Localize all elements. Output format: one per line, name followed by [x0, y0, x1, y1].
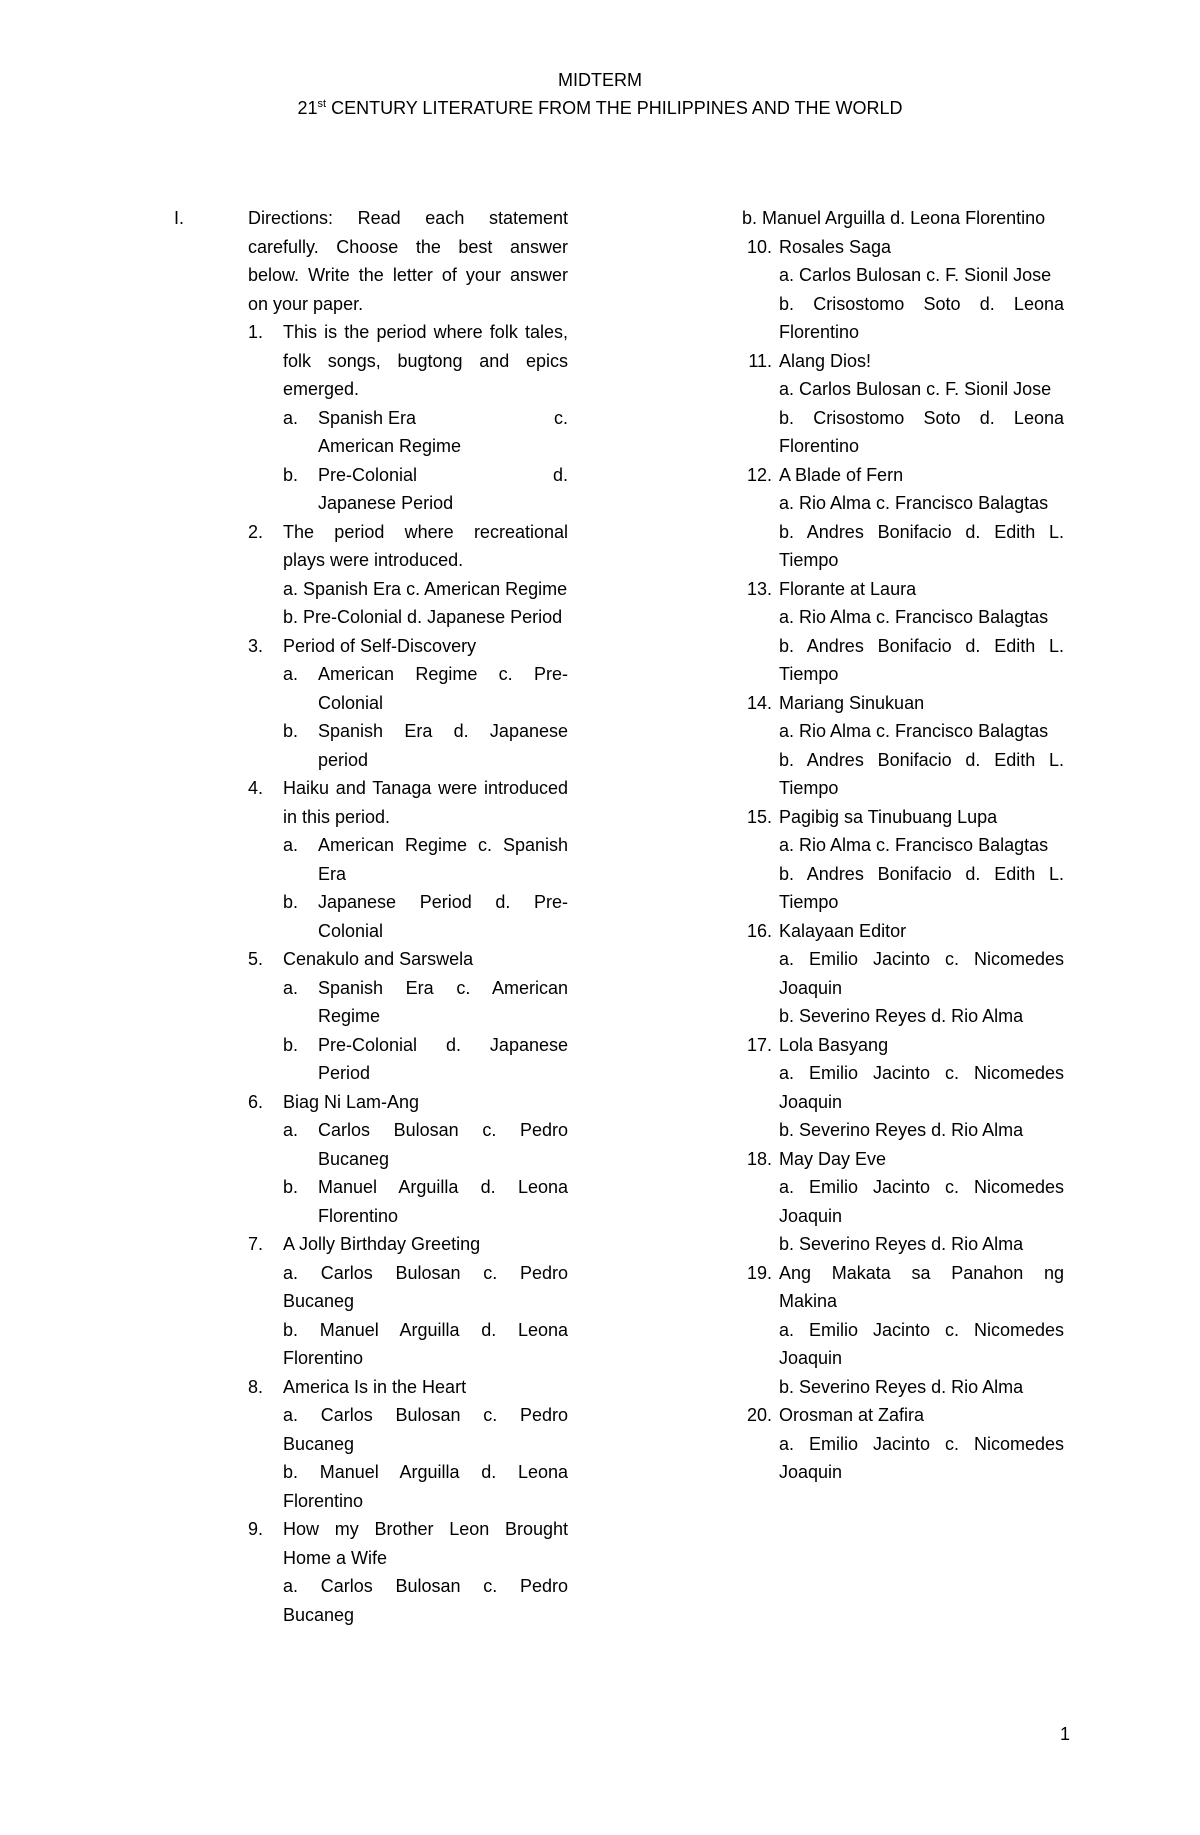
exam-title: MIDTERM — [558, 70, 642, 90]
option-line: b. Pre-Colonial d. Japanese Period — [283, 464, 568, 513]
option-line: a. Carlos Bulosan c. Pedro Bucaneg — [283, 1405, 568, 1454]
question-3: 3. Period of Self-Discovery a. American Regime c. Pre-Colonial b. Spanish Era d. Japanese period — [248, 632, 568, 775]
question-8: 8. America Is in the Heart a. Carlos Bulosan c. Pedro Bucaneg b. Manuel Arguilla d. Leona Florentino — [248, 1373, 568, 1516]
question-16: 16. Kalayaan Editor a. Emilio Jacinto c. Nicomedes Joaquin b. Severino Reyes d. Rio Alma — [742, 917, 1064, 1031]
option-line: a. Emilio Jacinto c. Nicomedes Joaquin — [779, 1063, 1064, 1112]
option-line: b. Manuel Arguilla d. Leona Florentino — [283, 1177, 568, 1226]
question-10: 10. Rosales Saga a. Carlos Bulosan c. F. Sionil Jose b. Crisostomo Soto d. Leona Florentino — [742, 233, 1064, 347]
section-number: I. — [174, 208, 185, 228]
directions: Directions: Read each statement carefully. Choose the best answer below. Write the letter of your answer on your paper. — [248, 208, 568, 314]
question-19: 19. Ang Makata sa Panahon ng Makina a. Emilio Jacinto c. Nicomedes Joaquin b. Severino Reyes d. Rio Alma — [742, 1259, 1064, 1402]
option-line: a. Carlos Bulosan c. Pedro Bucaneg — [283, 1120, 568, 1169]
option-line: a. Spanish Era c. American Regime — [283, 977, 568, 1026]
page-number: 1 — [1059, 1724, 1070, 1744]
document-header — [0, 66, 1200, 122]
option-line: a. Carlos Bulosan c. Pedro Bucaneg — [283, 1262, 568, 1311]
question-5: 5. Cenakulo and Sarswela a. Spanish Era c. American Regime b. Pre-Colonial d. Japanese Period — [248, 945, 568, 1088]
question-4: 4. Haiku and Tanaga were introduced in this period. a. American Regime c. Spanish Era b. Japanese Period d. Pre-Colonial — [248, 774, 568, 945]
question-7: 7. A Jolly Birthday Greeting a. Carlos Bulosan c. Pedro Bucaneg b. Manuel Arguilla d. Leona Florentino — [248, 1230, 568, 1373]
option-line: b. Severino Reyes d. Rio Alma — [779, 1234, 1024, 1254]
option-line: a. Emilio Jacinto c. Nicomedes Joaquin — [779, 1433, 1064, 1482]
course-title: 21st CENTURY LITERATURE FROM THE PHILIPPINES AND THE WORLD — [297, 98, 903, 118]
option-line: b. Severino Reyes d. Rio Alma — [779, 1120, 1024, 1140]
left-column — [248, 204, 568, 1629]
question-12: 12. A Blade of Fern a. Rio Alma c. Francisco Balagtas b. Andres Bonifacio d. Edith L. Tiempo — [742, 461, 1064, 575]
option-line: a. Spanish Era c. American Regime — [283, 407, 568, 456]
option-line: a. Emilio Jacinto c. Nicomedes Joaquin — [779, 949, 1064, 998]
option-line: a. Rio Alma c. Francisco Balagtas — [779, 607, 1049, 627]
option-line: a. Rio Alma c. Francisco Balagtas — [779, 493, 1049, 513]
option-line: b. Crisostomo Soto d. Leona Florentino — [779, 293, 1064, 342]
option-line: a. American Regime c. Spanish Era — [283, 835, 568, 884]
question-2: 2. The period where recreational plays were introduced. a. Spanish Era c. American Regime b. Pre-Colonial d. Japanese Period — [248, 518, 568, 632]
question-6: 6. Biag Ni Lam-Ang a. Carlos Bulosan c. Pedro Bucaneg b. Manuel Arguilla d. Leona Florentino — [248, 1088, 568, 1231]
option-line: a. Carlos Bulosan c. F. Sionil Jose — [779, 379, 1052, 399]
option-line: b. Andres Bonifacio d. Edith L. Tiempo — [779, 521, 1064, 570]
question-20: 20. Orosman at Zafira a. Emilio Jacinto c. Nicomedes Joaquin — [742, 1401, 1064, 1487]
question-9-continued: b. Manuel Arguilla d. Leona Florentino — [742, 208, 1046, 228]
option-line: a. Emilio Jacinto c. Nicomedes Joaquin — [779, 1177, 1064, 1226]
option-line: b. Pre-Colonial d. Japanese Period — [283, 1034, 568, 1083]
option-line: b. Andres Bonifacio d. Edith L. Tiempo — [779, 749, 1064, 798]
question-18: 18. May Day Eve a. Emilio Jacinto c. Nicomedes Joaquin b. Severino Reyes d. Rio Alma — [742, 1145, 1064, 1259]
option-line: a. American Regime c. Pre-Colonial — [283, 664, 568, 713]
option-line: a. Rio Alma c. Francisco Balagtas — [779, 835, 1049, 855]
option-line: b. Severino Reyes d. Rio Alma — [779, 1376, 1024, 1397]
option-line: b. Severino Reyes d. Rio Alma — [779, 1006, 1024, 1026]
question-11: 11. Alang Dios! a. Carlos Bulosan c. F. Sionil Jose b. Crisostomo Soto d. Leona Florentino — [742, 347, 1064, 461]
option-line: b. Andres Bonifacio d. Edith L. Tiempo — [779, 635, 1064, 684]
question-13: 13. Florante at Laura a. Rio Alma c. Francisco Balagtas b. Andres Bonifacio d. Edith L. Tiempo — [742, 575, 1064, 689]
option-line: b. Pre-Colonial d. Japanese Period — [283, 607, 563, 627]
option-line: b. Andres Bonifacio d. Edith L. Tiempo — [779, 863, 1064, 912]
question-1: 1. This is the period where folk tales, folk songs, bugtong and epics emerged. a. Spanish Era c. American Regime b. Pre-Colonial d. Japanese Period — [248, 318, 568, 518]
question-15: 15. Pagibig sa Tinubuang Lupa a. Rio Alma c. Francisco Balagtas b. Andres Bonifacio d. Edith L. Tiempo — [742, 803, 1064, 917]
option-line: a. Emilio Jacinto c. Nicomedes Joaquin — [779, 1319, 1064, 1368]
question-17: 17. Lola Basyang a. Emilio Jacinto c. Nicomedes Joaquin b. Severino Reyes d. Rio Alma — [742, 1031, 1064, 1145]
question-14: 14. Mariang Sinukuan a. Rio Alma c. Francisco Balagtas b. Andres Bonifacio d. Edith L. Tiempo — [742, 689, 1064, 803]
option-line: a. Spanish Era c. American Regime — [283, 578, 568, 599]
option-line: b. Japanese Period d. Pre-Colonial — [283, 892, 568, 941]
option-line: b. Spanish Era d. Japanese period — [283, 721, 568, 770]
option-line: b. Crisostomo Soto d. Leona Florentino — [779, 407, 1064, 456]
option-line: a. Rio Alma c. Francisco Balagtas — [779, 721, 1049, 741]
option-line: a. Carlos Bulosan c. Pedro Bucaneg — [283, 1576, 568, 1625]
option-line: a. Carlos Bulosan c. F. Sionil Jose — [779, 265, 1052, 285]
option-line: b. Manuel Arguilla d. Leona Florentino — [283, 1319, 568, 1368]
right-column — [742, 204, 1064, 1487]
question-9: 9. How my Brother Leon Brought Home a Wife a. Carlos Bulosan c. Pedro Bucaneg — [248, 1515, 568, 1629]
option-line: b. Manuel Arguilla d. Leona Florentino — [283, 1462, 568, 1511]
